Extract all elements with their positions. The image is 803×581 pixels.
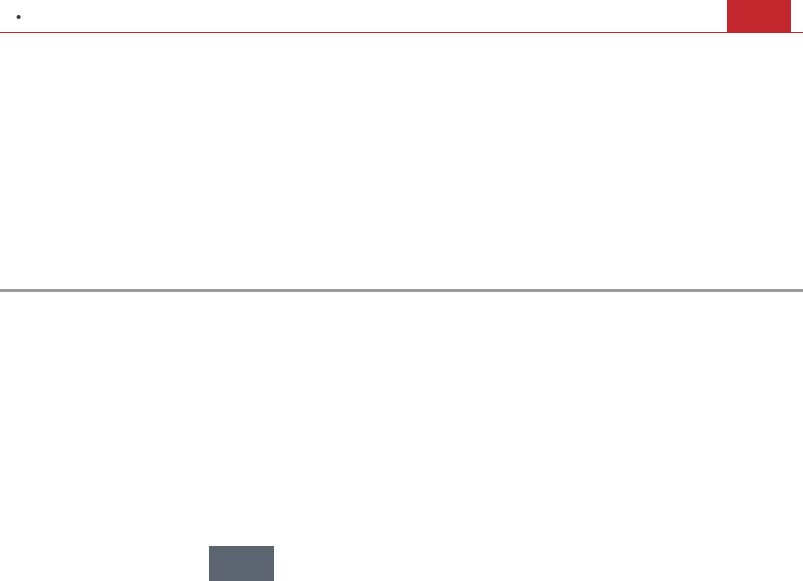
- page-tab[interactable]: [209, 546, 274, 581]
- sunday-block: [661, 322, 803, 382]
- header-divider: [0, 32, 803, 33]
- spiral-binding: [0, 267, 803, 313]
- year-badge: [727, 0, 791, 32]
- page-title: [16, 6, 22, 28]
- month-en-separator: •: [16, 9, 22, 26]
- binding-wire: [0, 289, 803, 292]
